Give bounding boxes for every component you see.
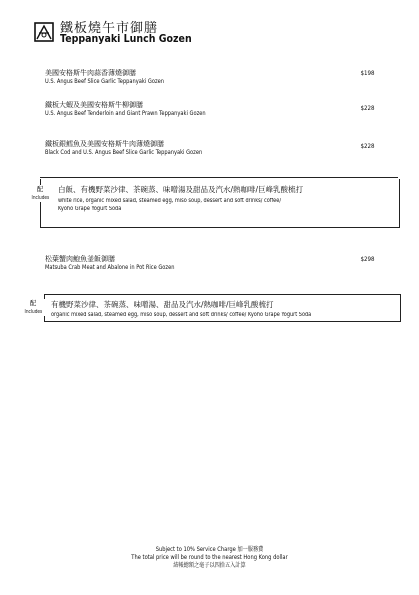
item-name-chinese: 美國安格斯牛肉蒜香薄燒御膳 — [45, 69, 136, 77]
rounding-note-chinese: 結帳總額之毫子以四捨五入計算 — [173, 562, 246, 569]
service-charge-note: Subject to 10% Service Charge 加一服務費 — [155, 546, 264, 553]
restaurant-crest-icon — [34, 22, 54, 42]
menu-item — [45, 101, 375, 118]
menu-item — [45, 255, 375, 272]
item-price: $198 — [360, 69, 375, 77]
menu-item — [45, 140, 375, 157]
item-name-chinese: 鐵板大蝦及美國安格斯牛柳御膳 — [45, 101, 143, 109]
includes-label — [20, 299, 46, 316]
item-name-english: Matsuba Crab Meat and Abalone in Pot Rice Gozen — [45, 264, 175, 271]
includes-text-chinese: 白飯、有機野菜沙律、茶碗蒸、味噌湯及甜品及汽水/熱咖啡/巨峰乳酸梳打 — [58, 185, 304, 194]
item-name-chinese: 松葉蟹肉鮑魚釜飯御膳 — [45, 255, 115, 263]
item-price: $228 — [360, 142, 375, 150]
includes-label-chinese: 配 — [29, 299, 37, 307]
item-price: $228 — [360, 104, 375, 112]
menu-title-chinese: 鐵板燒午市御膳 — [60, 21, 159, 36]
item-name-chinese: 鐵板銀鱈魚及美國安格斯牛肉薄燒御膳 — [45, 140, 164, 148]
item-name-english: Black Cod and U.S. Angus Beef Slice Garlic Teppanyaki Gozen — [45, 149, 203, 156]
includes-label — [28, 185, 52, 202]
menu-item — [45, 69, 375, 86]
includes-text-english-cont: Kyoho Grape Yogurt Soda — [58, 206, 122, 212]
footer-notes — [0, 546, 419, 570]
includes-box-top-border — [40, 177, 398, 178]
includes-label-chinese: 配 — [36, 185, 44, 193]
includes-text-english: organic mixed salad, steamed egg, miso soup, dessert and soft drinks/ coffee/ Kyoho Grape Yogurt Soda — [51, 312, 312, 318]
menu-title-english: Teppanyaki Lunch Gozen — [60, 32, 192, 45]
item-price: $298 — [360, 255, 375, 263]
rounding-note-english: The total price will be round to the nearest Hong Kong dollar — [131, 554, 288, 561]
includes-text-english: white rice, organic mixed salad, steamed egg, miso soup, dessert and soft drinks/ coffee/ — [58, 198, 282, 204]
item-name-english: U.S. Angus Beef Slice Garlic Teppanyaki Gozen — [45, 78, 165, 85]
item-name-english: U.S. Angus Beef Tenderloin and Giant Prawn Teppanyaki Gozen — [45, 110, 206, 117]
includes-text-chinese: 有機野菜沙律、茶碗蒸、味噌湯、甜品及汽水/熱咖啡/巨峰乳酸梳打 — [51, 300, 274, 309]
includes-label-english: Includes — [24, 309, 42, 315]
includes-label-english: Includes — [31, 195, 49, 201]
